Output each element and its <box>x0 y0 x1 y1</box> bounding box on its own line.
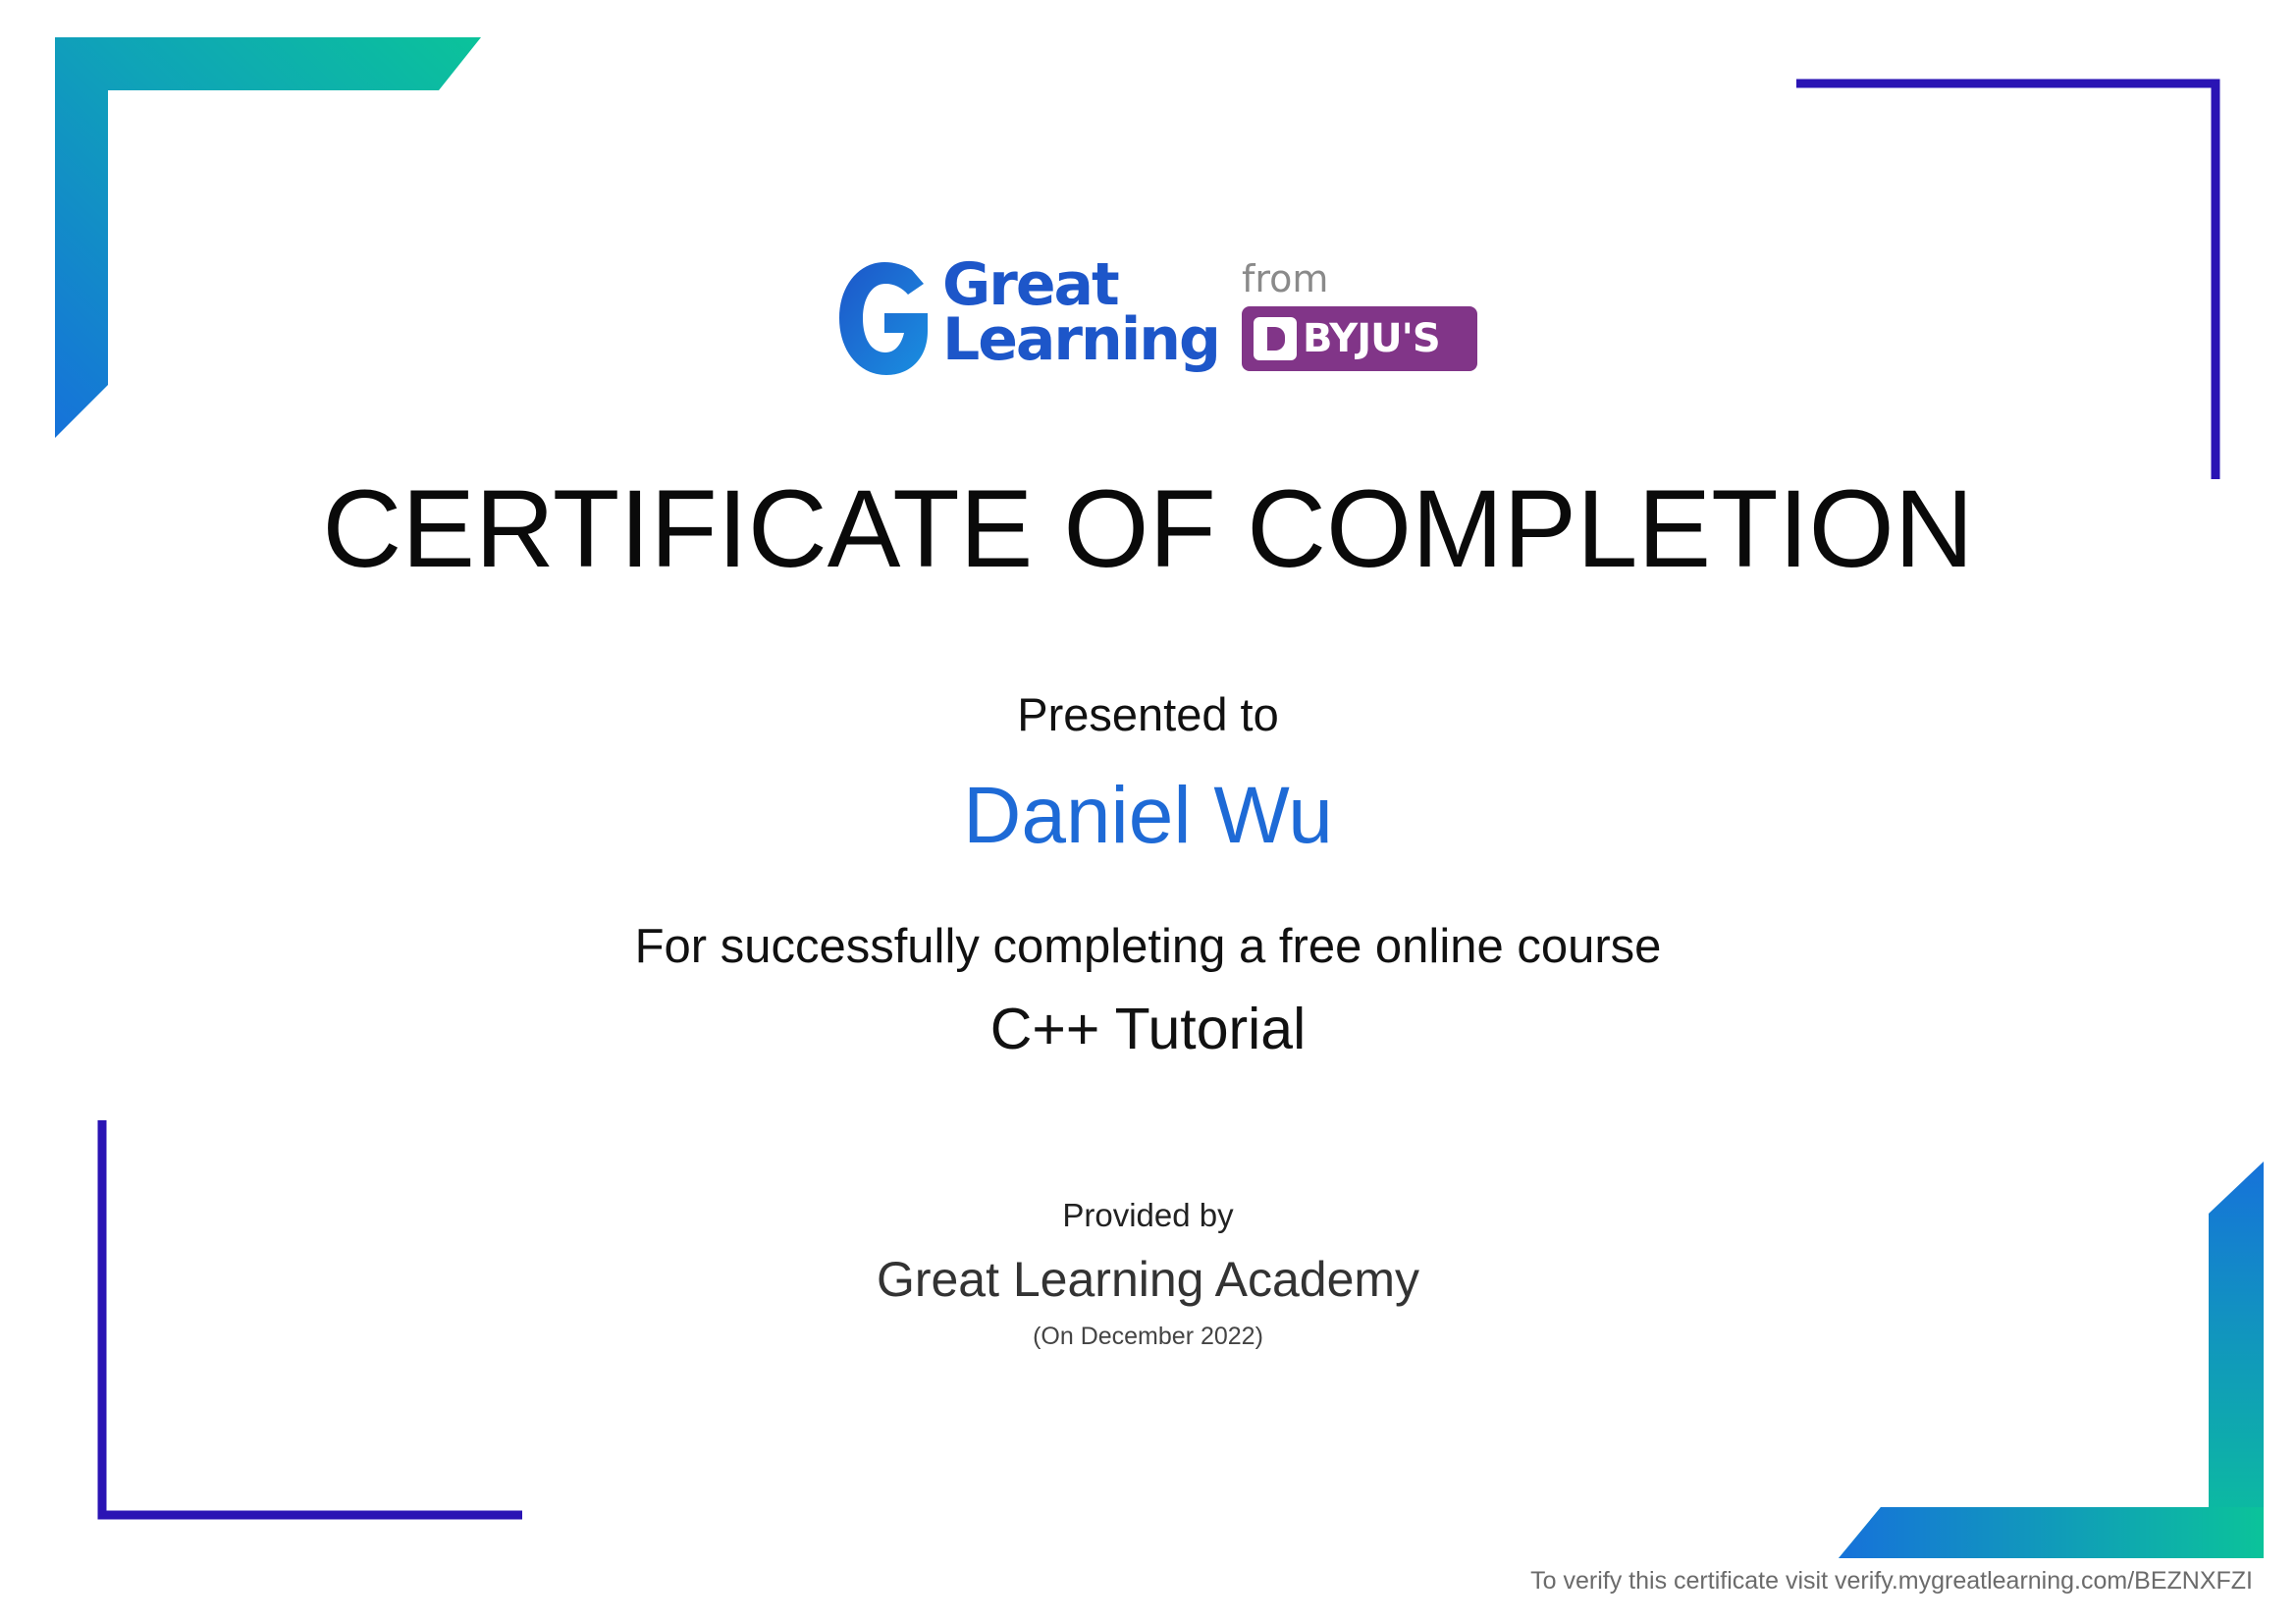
from-label: from <box>1242 257 1329 300</box>
verification-note: To verify this certificate visit verify.mygreatlearning.com/BEZNXFZI <box>1530 1567 2253 1595</box>
recipient-name: Daniel Wu <box>963 771 1333 860</box>
top-left-gradient-corner <box>55 37 481 438</box>
byjus-badge <box>1242 306 1477 371</box>
bottom-left-purple-corner <box>102 1120 522 1515</box>
brand-line-learning: Learning <box>942 305 1219 374</box>
byjus-b-icon <box>1254 317 1297 360</box>
completion-date: (On December 2022) <box>1033 1323 1263 1350</box>
provider-name: Great Learning Academy <box>876 1252 1420 1307</box>
certificate-title: CERTIFICATE OF COMPLETION <box>322 467 1974 590</box>
top-right-purple-corner <box>1796 83 2216 479</box>
byjus-wordmark: BYJU'S <box>1303 316 1440 361</box>
great-learning-wordmark <box>942 250 1219 374</box>
course-name: C++ Tutorial <box>989 997 1307 1061</box>
great-learning-logo <box>839 250 1477 395</box>
presented-to-label: Presented to <box>1017 688 1279 740</box>
provided-by-label: Provided by <box>1062 1197 1234 1233</box>
brand-line-great: Great <box>942 250 1118 319</box>
completion-statement: For successfully completing a free online course <box>634 920 1662 973</box>
great-learning-g-icon <box>839 262 930 375</box>
